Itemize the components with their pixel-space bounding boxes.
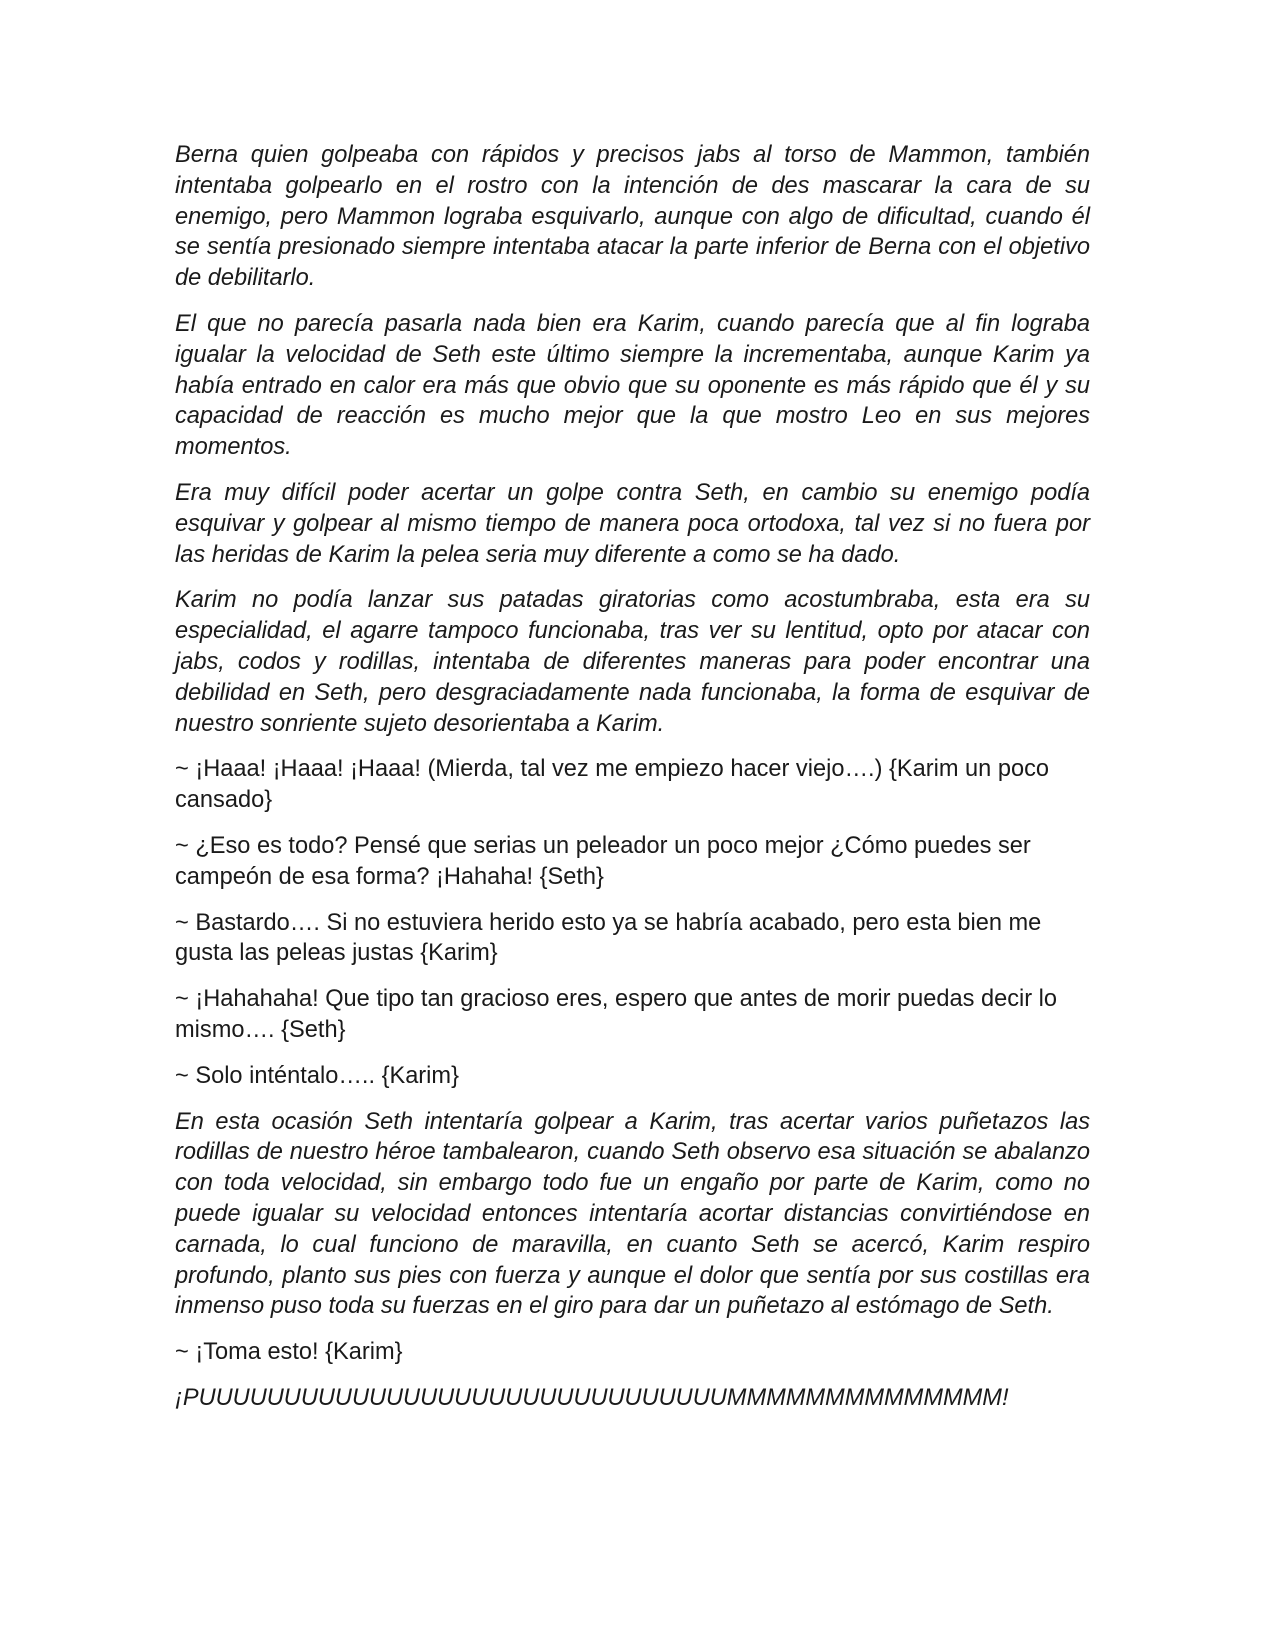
dialogue-line: ~ ¡Hahahaha! Que tipo tan gracioso eres, espero que antes de morir puedas decir lo mismo…. {Seth} (175, 986, 1058, 1043)
narration-paragraph: El que no parecía pasarla nada bien era Karim, cuando parecía que al fin lograba igualar la velocidad de Seth este último siempre la incrementaba, aunque Karim ya había entrado en calor era más que obvio que su oponente es más rápido que él y su capacidad de reacción es mucho mejor que la que mostro Leo en sus mejores momentos. (175, 310, 1090, 461)
dialogue-line: ~ Solo inténtalo….. {Karim} (175, 1062, 459, 1089)
dialogue-line: ~ ¿Eso es todo? Pensé que serias un peleador un poco mejor ¿Cómo puedes ser campeón de esa forma? ¡Hahaha! {Seth} (175, 832, 1031, 890)
impact-sound-line: ¡PUUUUUUUUUUUUUUUUUUUUUUUUUUUUUUUMMMMMMMMMMMMMM! (175, 1384, 1009, 1411)
dialogue-line: ~ ¡Haaa! ¡Haaa! ¡Haaa! (Mierda, tal vez me empiezo hacer viejo….) {Karim un poco cansado} (175, 756, 1050, 814)
narration-paragraph: Berna quien golpeaba con rápidos y precisos jabs al torso de Mammon, también intentaba golpearlo en el rostro con la intención de des mascarar la cara de su enemigo, pero Mammon lograba esquivarlo, aunque con algo de dificultad, cuando él se sentía presionado siempre intentaba atacar la parte inferior de Berna con el objetivo de debilitarlo. (175, 142, 1090, 292)
dialogue-line: ~ ¡Toma esto! {Karim} (175, 1339, 403, 1366)
narration-paragraph: Karim no podía lanzar sus patadas giratorias como acostumbraba, esta era su especialidad, el agarre tampoco funcionaba, tras ver su lentitud, opto por atacar con jabs, codos y rodillas, intentaba de diferentes maneras para poder encontrar una debilidad en Seth, pero desgraciadamente nada funcionaba, la forma de esquivar de nuestro sonriente sujeto desorientaba a Karim. (175, 587, 1090, 737)
document-page (175, 140, 1090, 1429)
dialogue-line: ~ Bastardo…. Si no estuviera herido esto ya se habría acabado, pero esta bien me gusta las peleas justas {Karim} (175, 909, 1042, 967)
narration-paragraph: En esta ocasión Seth intentaría golpear a Karim, tras acertar varios puñetazos las rodillas de nuestro héroe tambalearon, cuando Seth observo esa situación se abalanzo con toda velocidad, sin embargo todo fue un engaño por parte de Karim, como no puede igualar su velocidad entonces intentaría acortar distancias convirtiéndose en carnada, lo cual funciono de maravilla, en cuanto Seth se acercó, Karim respiro profundo, planto sus pies con fuerza y aunque el dolor que sentía por sus costillas era inmenso puso toda su fuerzas en el giro para dar un puñetazo al estómago de Seth. (175, 1108, 1090, 1320)
narration-paragraph: Era muy difícil poder acertar un golpe contra Seth, en cambio su enemigo podía esquivar y golpear al mismo tiempo de manera poca ortodoxa, tal vez si no fuera por las heridas de Karim la pelea seria muy diferente a como se ha dado. (175, 479, 1090, 568)
